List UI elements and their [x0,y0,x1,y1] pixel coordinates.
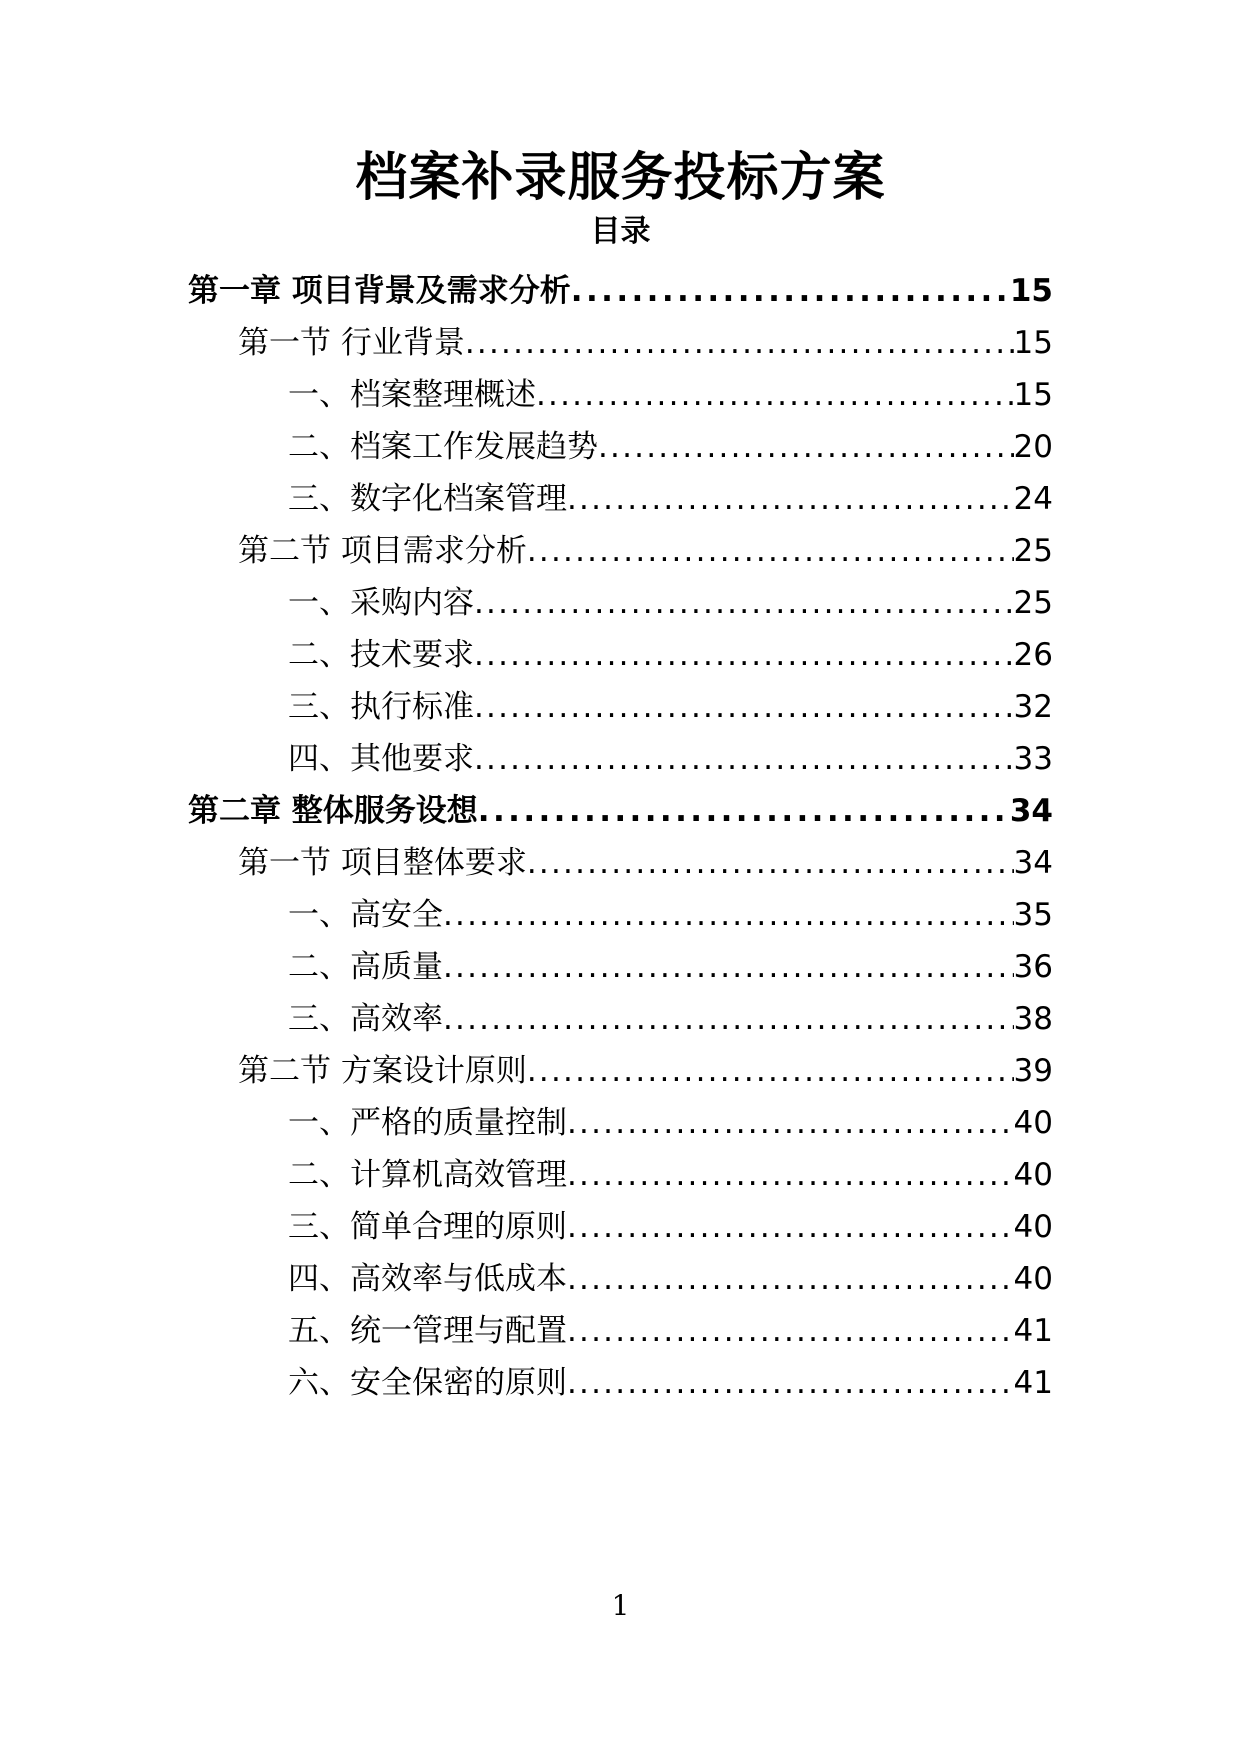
toc-entry-title: 一、档案整理概述 [288,377,536,413]
toc-entry-section[interactable] [238,522,1053,580]
toc-dot-leader [567,1250,1014,1308]
toc-entry-page: 25 [1013,585,1053,621]
toc-dot-leader [474,626,1014,684]
toc-entry-title: 二、高质量 [288,949,443,985]
toc-entry-title: 三、执行标准 [288,689,474,725]
toc-entry-subsection[interactable] [288,1094,1053,1152]
toc-entry-title: 第一节 项目整体要求 [238,845,527,881]
toc-entry-section[interactable] [238,314,1053,372]
toc-entry-page: 24 [1013,481,1053,517]
toc-entry-title: 四、其他要求 [288,741,474,777]
toc-entry-subsection[interactable] [288,1302,1053,1360]
toc-entry-title: 二、档案工作发展趋势 [288,429,598,465]
toc-entry-page: 20 [1013,429,1053,465]
toc-entry-title: 一、高安全 [288,897,443,933]
toc-dot-leader [443,886,1014,944]
toc-entry-page: 40 [1013,1261,1053,1297]
toc-entry-title: 一、采购内容 [288,585,474,621]
toc-entry-title: 第一节 行业背景 [238,325,465,361]
toc-dot-leader [443,990,1014,1048]
toc-entry-page: 40 [1013,1209,1053,1245]
toc-entry-page: 41 [1013,1365,1053,1401]
toc-entry-page: 34 [1013,845,1053,881]
page-number: 1 [611,1589,630,1622]
toc-entry-title: 第二章 整体服务设想 [188,793,478,829]
toc-entry-title: 三、数字化档案管理 [288,481,567,517]
toc-entry-subsection[interactable] [288,938,1053,996]
toc-entry-subsection[interactable] [288,1146,1053,1204]
toc-entry-subsection[interactable] [288,470,1053,528]
toc-entry-title: 三、高效率 [288,1001,443,1037]
toc-entry-page: 32 [1013,689,1053,725]
toc-entry-subsection[interactable] [288,678,1053,736]
toc-dot-leader [527,522,1014,580]
toc-entry-title: 二、技术要求 [288,637,474,673]
toc-entry-chapter-1[interactable] [188,262,1053,320]
toc-entry-page: 38 [1013,1001,1053,1037]
toc-entry-page: 25 [1013,533,1053,569]
toc-dot-leader [567,1198,1014,1256]
toc-dot-leader [567,1302,1014,1360]
toc-entry-title: 第二节 方案设计原则 [238,1053,527,1089]
toc-entry-page: 34 [1009,793,1053,829]
toc-dot-leader [474,574,1014,632]
toc-entry-subsection[interactable] [288,366,1053,424]
toc-dot-leader [465,314,1014,372]
toc-dot-leader [474,678,1014,736]
toc-dot-leader [567,1094,1014,1152]
toc-entry-page: 15 [1013,325,1053,361]
toc-entry-title: 二、计算机高效管理 [288,1157,567,1193]
toc-entry-subsection[interactable] [288,574,1053,632]
toc-entry-subsection[interactable] [288,730,1053,788]
toc-dot-leader [527,1042,1014,1100]
toc-entry-chapter-2[interactable] [188,782,1053,840]
toc-entry-page: 15 [1009,273,1053,309]
toc-dot-leader [527,834,1014,892]
toc-entry-section[interactable] [238,834,1053,892]
toc-entry-title: 六、安全保密的原则 [288,1365,567,1401]
toc-dot-leader [567,1146,1014,1204]
toc-entry-page: 39 [1013,1053,1053,1089]
toc-entry-subsection[interactable] [288,886,1053,944]
toc-entry-subsection[interactable] [288,1198,1053,1256]
toc-entry-page: 15 [1013,377,1053,413]
toc-dot-leader [474,730,1014,788]
toc-entry-title: 第二节 项目需求分析 [238,533,527,569]
toc-entry-subsection[interactable] [288,626,1053,684]
toc-entry-page: 35 [1013,897,1053,933]
toc-entry-title: 第一章 项目背景及需求分析 [188,273,571,309]
toc-dot-leader [478,782,1010,840]
toc-dot-leader [443,938,1014,996]
toc-entry-title: 五、统一管理与配置 [288,1313,567,1349]
toc-entry-subsection[interactable] [288,1354,1053,1412]
toc-entry-subsection[interactable] [288,418,1053,476]
toc-entry-page: 41 [1013,1313,1053,1349]
toc-entry-page: 26 [1013,637,1053,673]
toc-dot-leader [598,418,1014,476]
toc-entry-subsection[interactable] [288,1250,1053,1308]
toc-dot-leader [567,1354,1014,1412]
toc-entry-subsection[interactable] [288,990,1053,1048]
document-title: 档案补录服务投标方案 [355,148,886,208]
toc-entry-page: 33 [1013,741,1053,777]
toc-dot-leader [536,366,1014,424]
toc-dot-leader [571,262,1010,320]
toc-entry-page: 40 [1013,1157,1053,1193]
toc-entry-title: 四、高效率与低成本 [288,1261,567,1297]
toc-entry-section[interactable] [238,1042,1053,1100]
toc-entry-title: 三、简单合理的原则 [288,1209,567,1245]
toc-dot-leader [567,470,1014,528]
toc-entry-title: 一、严格的质量控制 [288,1105,567,1141]
toc-entry-page: 36 [1013,949,1053,985]
toc-heading: 目录 [590,214,651,249]
toc-entry-page: 40 [1013,1105,1053,1141]
